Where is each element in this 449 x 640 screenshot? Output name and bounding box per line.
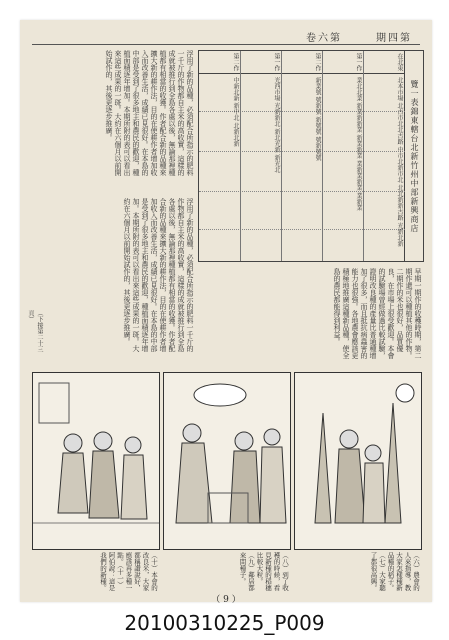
- comic-panel-right: [294, 372, 422, 550]
- table-column-5: 中新北新 新中北 北新北新: [232, 77, 239, 147]
- comic-panel-middle: [163, 372, 291, 550]
- volume-label: 卷六第: [306, 33, 342, 44]
- store-table: [198, 50, 424, 262]
- continued-note: （下接第二十三頁）: [27, 310, 43, 352]
- col-head-2: 第一作: [355, 53, 362, 71]
- col-head-1: 在北東: [396, 53, 403, 71]
- table-column-1: 北本市場 北古市北北古路 中市北新市北 北北新新古路 光新北新: [396, 77, 403, 247]
- page-number: （ 9 ）: [211, 595, 241, 605]
- magazine-page: [20, 20, 432, 605]
- comic-caption-middle: （八）到了收穫的時候，看見新種的稻穗比較大粒。（九）鄰居都來問種子。: [238, 552, 289, 591]
- article-column-right: 早期一期作的收穫時期，第二期作還可以種植其他的作物。二期作的米也很好，品質優良，在市場上很受歡迎。本會的試驗場曾經做過比較試驗，證明改良種的產量比普通種增加了很多，而且抵抗病蟲害的能力也很強。各地農會應該更積極地推廣這種新品種，使全島的農民都能得到利益。: [333, 268, 422, 359]
- col-head-5: 第二作: [232, 53, 239, 71]
- comic-caption-left: （十）本會的改良米，大家都稱讚說好，應該再多種一點。（十一）阿伯說：這是我們的新種。: [99, 552, 158, 591]
- article-column-lower: 浮用了新的品種，必須配合所指示的肥料一千斤的作物都自主米的高收實，這樣的成就被推行到全島各處以後，無論那裡種植都有相當的收獲。作者配合新的品種來擴大新的耕作法，目的在使耕作者增加收入而改善生活，成績已見很好。在本島的中部是受到了很多地主和農民的歡迎，種植面積逐年增加。本期所附的表可以看出來這些成果的一斑。大約在六個月以前開始試作的，其後更逐步推廣。: [123, 198, 194, 352]
- table-column-3: 新業號 號新號 新號號 號新號號: [314, 77, 321, 161]
- table-column-2: 業北北業 新業新新業 新業新業 業新業新業 業新業: [355, 77, 362, 211]
- scan-identifier: 20100310225_P009: [124, 611, 325, 635]
- table-title: 覽一表錦東轄台北新竹州中部新興商店: [404, 51, 423, 261]
- article-column-upper: 浮用了新的品種，必須配合所指示的肥料一千斤的作物都自主米的高收實，這樣的成就被推行到全島各處以後，無論那裡種植都有相當的收獲。作者配合新的品種來擴大新的耕作法，目的在使耕作者增加收入而改善生活，成績已見很好。在本島的中部是受到了很多地主和農民的歡迎，種植面積逐年增加。本期所附的表可以看出來這些成果的一斑。大約在六個月以前開始試作的，其後更逐步推廣。: [105, 50, 194, 176]
- table-column-4: 光西市場 光新新北 新北光新 新光北: [273, 77, 280, 173]
- comic-panel-left: [32, 372, 160, 550]
- comic-illustration-icon: [295, 373, 421, 549]
- comic-caption-right: （六）農會的人來指導，教大家怎樣種新品種的稻子。（七）大家聽了都很高興。: [369, 552, 420, 591]
- col-head-4: 第一作: [273, 53, 280, 71]
- col-head-3: 第二作: [314, 53, 321, 71]
- comic-illustration-icon: [33, 373, 159, 549]
- comic-illustration-icon: [164, 373, 290, 549]
- page-header: [32, 28, 420, 45]
- issue-label: 期四第: [376, 33, 412, 44]
